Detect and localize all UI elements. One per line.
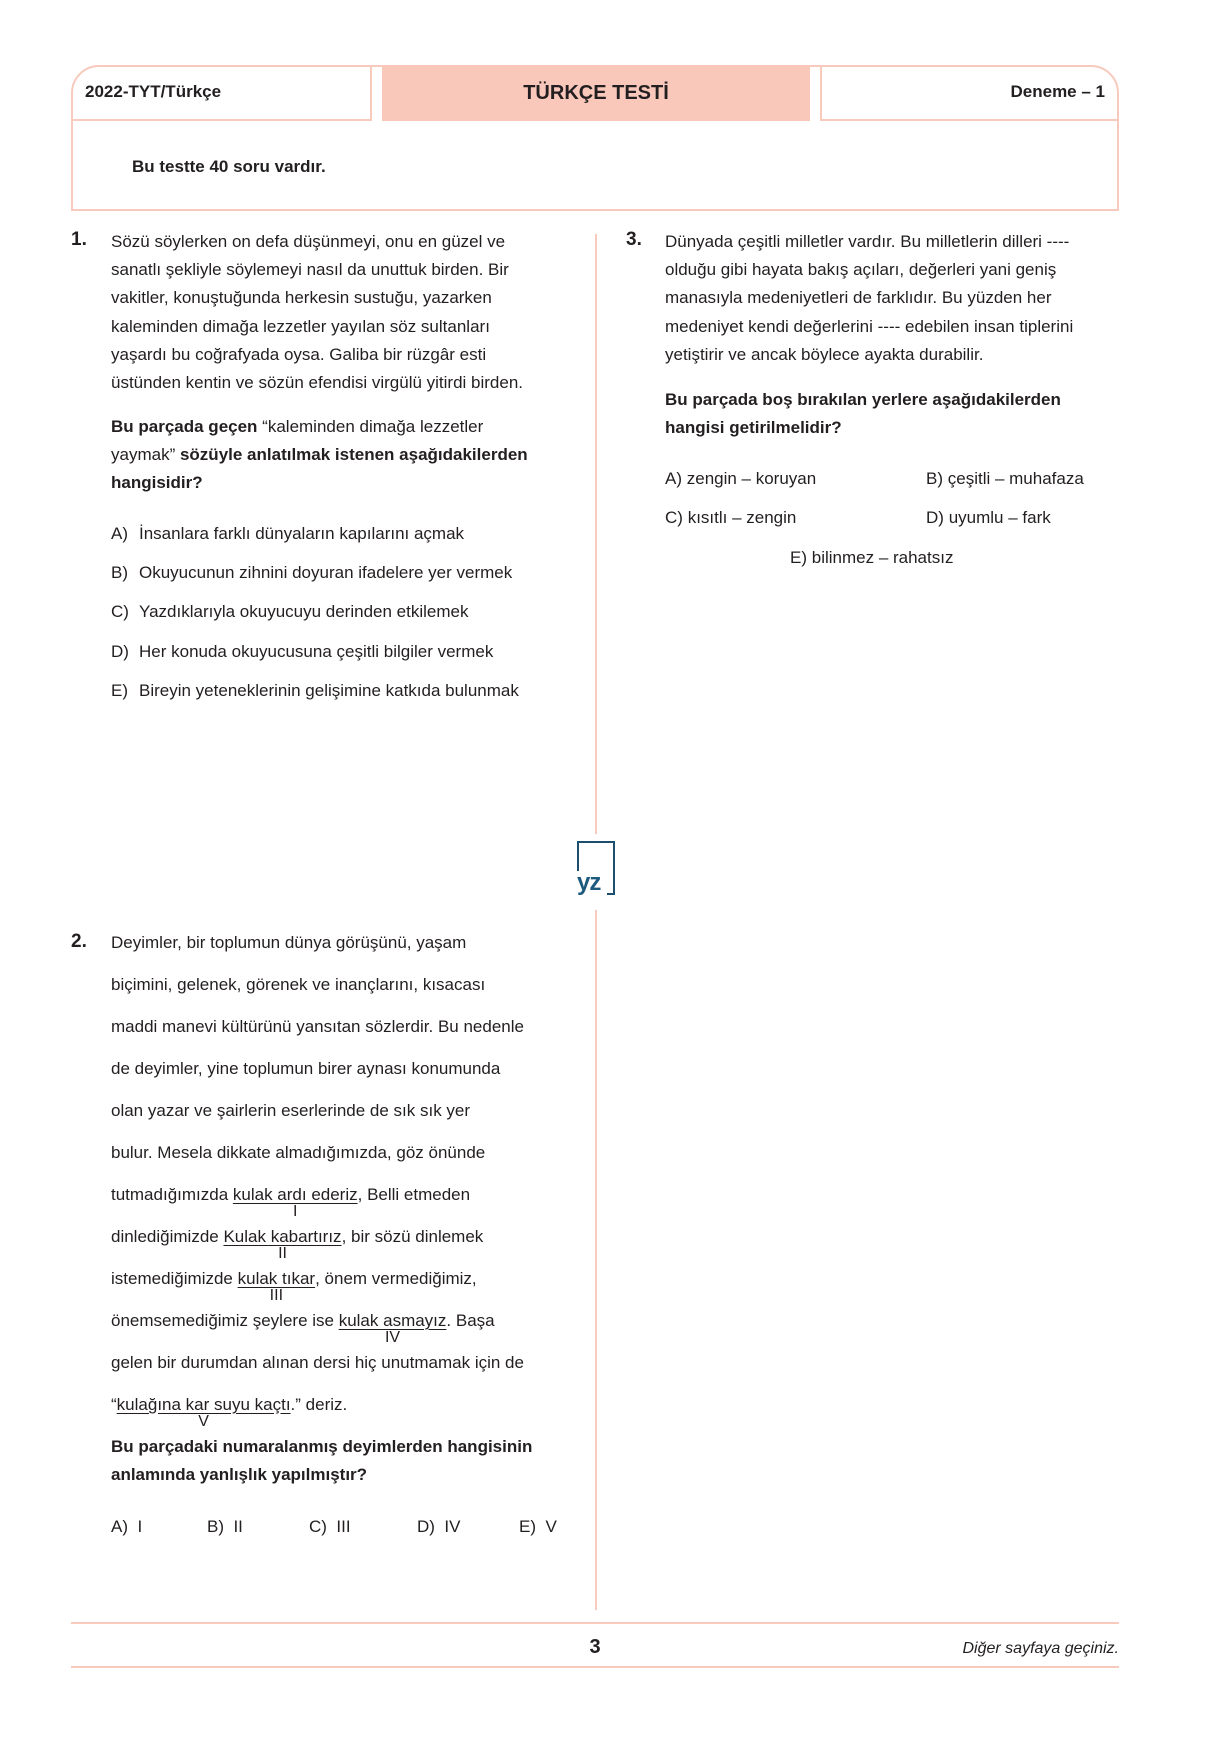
option-label: B) [926,469,943,488]
option-label: A) [111,1517,128,1536]
q2-option-d[interactable] [417,1517,460,1537]
question-2-stem [111,1433,591,1489]
idiom-iv [338,1311,447,1346]
option-text: III [336,1517,351,1536]
stem-bold: Bu parçada geçen [111,417,263,436]
q1-option-a[interactable] [111,524,464,544]
stem-bold: hangisi getirilmelidir? [665,418,842,438]
option-label: E) [519,1517,536,1536]
option-label: B) [111,563,128,582]
passage-text: , bir sözü dinlemek [341,1227,484,1246]
passage-line: biçimini, gelenek, görenek ve inançlarını, kısacası [111,975,486,994]
idiom-ii [223,1227,342,1262]
passage-line: medeniyet kendi değerlerini ---- edebilen insan tiplerini [665,316,1074,336]
passage-text: tutmadığımızda [111,1185,233,1204]
passage-line: bulur. Mesela dikkate almadığımızda, göz önünde [111,1143,486,1162]
column-divider-bottom [595,910,597,1610]
passage-text: istemediğimizde [111,1269,238,1288]
passage-text: .” deriz. [290,1395,348,1414]
idiom-iii [237,1269,316,1304]
option-label: E) [790,548,807,567]
option-label: C) [309,1517,327,1536]
idiom-number: II [278,1245,287,1262]
logo-text: yz [577,869,601,896]
option-label: E) [111,681,128,700]
stem-quote: yaymak” [111,445,180,465]
question-3-passage [665,228,1125,369]
idiom-number: III [269,1287,284,1304]
stem-quote: “kaleminden dimağa lezzetler [262,417,484,436]
passage-line: gelen bir durumdan alınan dersi hiç unutmamak için de [111,1353,524,1372]
question-3-number: 3. [626,229,642,250]
option-label: D) [111,642,129,661]
q3-option-e[interactable] [790,548,953,568]
passage-line: olduğu gibi hayata bakış açıları, değerleri yani geniş [665,260,1057,280]
passage-text: dinlediğimizde [111,1227,224,1246]
option-text: Her konuda okuyucusuna çeşitli bilgiler vermek [139,642,494,661]
q1-option-d[interactable] [111,642,493,662]
q2-option-a[interactable] [111,1517,142,1537]
passage-line [111,1311,495,1346]
passage-line: manasıyla medeniyetleri de farklıdır. Bu yüzden her [665,288,1052,308]
passage-text: . Başa [446,1311,495,1330]
q3-option-b[interactable] [926,469,1084,489]
trial-label: Deneme – 1 [820,65,1119,121]
passage-text: “ [111,1395,117,1414]
option-label: D) [417,1517,435,1536]
stem-bold: Bu parçadaki numaralanmış deyimlerden hangisinin [111,1437,533,1456]
footer-rule-top [71,1622,1119,1624]
option-text: uyumlu – fark [948,508,1051,527]
option-text: I [137,1517,143,1536]
idiom-i [232,1185,358,1220]
passage-line: Deyimler, bir toplumun dünya görüşünü, yaşam [111,933,467,952]
option-text: V [545,1517,557,1536]
idiom-v [116,1395,291,1430]
passage-line: vakitler, konuştuğunda herkesin sustuğu, yazarken [111,288,492,308]
passage-line: üstünden kentin ve sözün efendisi virgülü yitirdi birden. [111,373,524,393]
stem-bold: anlamında yanlışlık yapılmıştır? [111,1465,368,1485]
q3-option-a[interactable] [665,469,816,489]
passage-text: , Belli etmeden [357,1185,471,1204]
stem-bold: hangisidir? [111,473,203,493]
option-text: İnsanlara farklı dünyaların kapılarını açmak [139,524,465,543]
next-page-note: Diğer sayfaya geçiniz. [962,1640,1119,1657]
passage-line: maddi manevi kültürünü yansıtan sözlerdir. Bu nedenle [111,1017,524,1036]
passage-line: olan yazar ve şairlerin eserlerinde de sık sık yer [111,1101,471,1120]
passage-line: Sözü söylerken on defa düşünmeyi, onu en güzel ve [111,232,506,251]
idiom-number: IV [384,1329,401,1346]
passage-line [111,1269,477,1304]
q2-option-e[interactable] [519,1517,557,1537]
question-1-stem [111,413,591,498]
q2-option-c[interactable] [309,1517,351,1537]
q2-option-b[interactable] [207,1517,243,1537]
passage-text: , önem vermediğimiz, [315,1269,477,1288]
idiom-text: kulak asmayız [338,1311,447,1330]
option-label: A) [111,524,128,543]
idiom-number: I [293,1203,298,1220]
passage-text: önemsemediğimiz şeylere ise [111,1311,339,1330]
stem-bold: sözüyle anlatılmak istenen aşağıdakilerden [179,445,528,465]
passage-line [111,1395,348,1430]
option-label: C) [665,508,683,527]
question-2-number: 2. [71,931,87,952]
q3-option-d[interactable] [926,508,1051,528]
q3-option-c[interactable] [665,508,796,528]
idiom-text: Kulak kabartırız [223,1227,342,1246]
publisher-logo [577,841,613,895]
option-text: II [233,1517,243,1536]
idiom-text: kulak ardı ederiz [232,1185,358,1204]
test-title: TÜRKÇE TESTİ [382,65,810,121]
footer-rule-bottom [71,1666,1119,1668]
passage-line: kaleminden dimağa lezzetler yayılan söz sultanları [111,316,490,336]
question-1-passage [111,228,581,397]
option-label: A) [665,469,682,488]
passage-line: yetiştirir ve ancak böylece ayakta durabilir. [665,344,984,364]
stem-bold: Bu parçada boş bırakılan yerlere aşağıdakilerden [665,390,1061,409]
question-count-note: Bu testte 40 soru vardır. [132,157,326,176]
idiom-text: kulağına kar suyu kaçtı [116,1395,291,1414]
option-text: Okuyucunun zihnini doyuran ifadelere yer vermek [139,563,513,582]
option-text: zengin – koruyan [686,469,817,488]
idiom-text: kulak tıkar [237,1269,316,1288]
option-text: Yazdıklarıyla okuyucuyu derinden etkilemek [139,602,469,621]
option-label: D) [926,508,944,527]
option-text: Bireyin yeteneklerinin gelişimine katkıda bulunmak [139,681,519,700]
question-3-stem [665,386,1135,442]
q1-option-e[interactable] [111,681,519,701]
idiom-number: V [198,1413,209,1430]
column-divider-top [595,234,597,834]
passage-line: yaşardı bu coğrafyada oysa. Galiba bir rüzgâr esti [111,344,487,364]
option-label: C) [111,602,129,621]
question-1-number: 1. [71,229,87,250]
option-text: bilinmez – rahatsız [811,548,954,567]
option-text: IV [444,1517,461,1536]
option-label: B) [207,1517,224,1536]
passage-line: de deyimler, yine toplumun birer aynası konumunda [111,1059,501,1078]
passage-line [111,1227,484,1262]
passage-line [111,1185,471,1220]
exam-code: 2022-TYT/Türkçe [71,65,372,121]
passage-line: Dünyada çeşitli milletler vardır. Bu milletlerin dilleri ---- [665,232,1070,251]
passage-line: sanatlı şekliyle söylemeyi nasıl da unuttuk birden. Bir [111,260,509,280]
option-text: çeşitli – muhafaza [947,469,1084,488]
q1-option-c[interactable] [111,602,468,622]
q1-option-b[interactable] [111,563,512,583]
page-number: 3 [589,1636,601,1658]
option-text: kısıtlı – zengin [687,508,797,527]
